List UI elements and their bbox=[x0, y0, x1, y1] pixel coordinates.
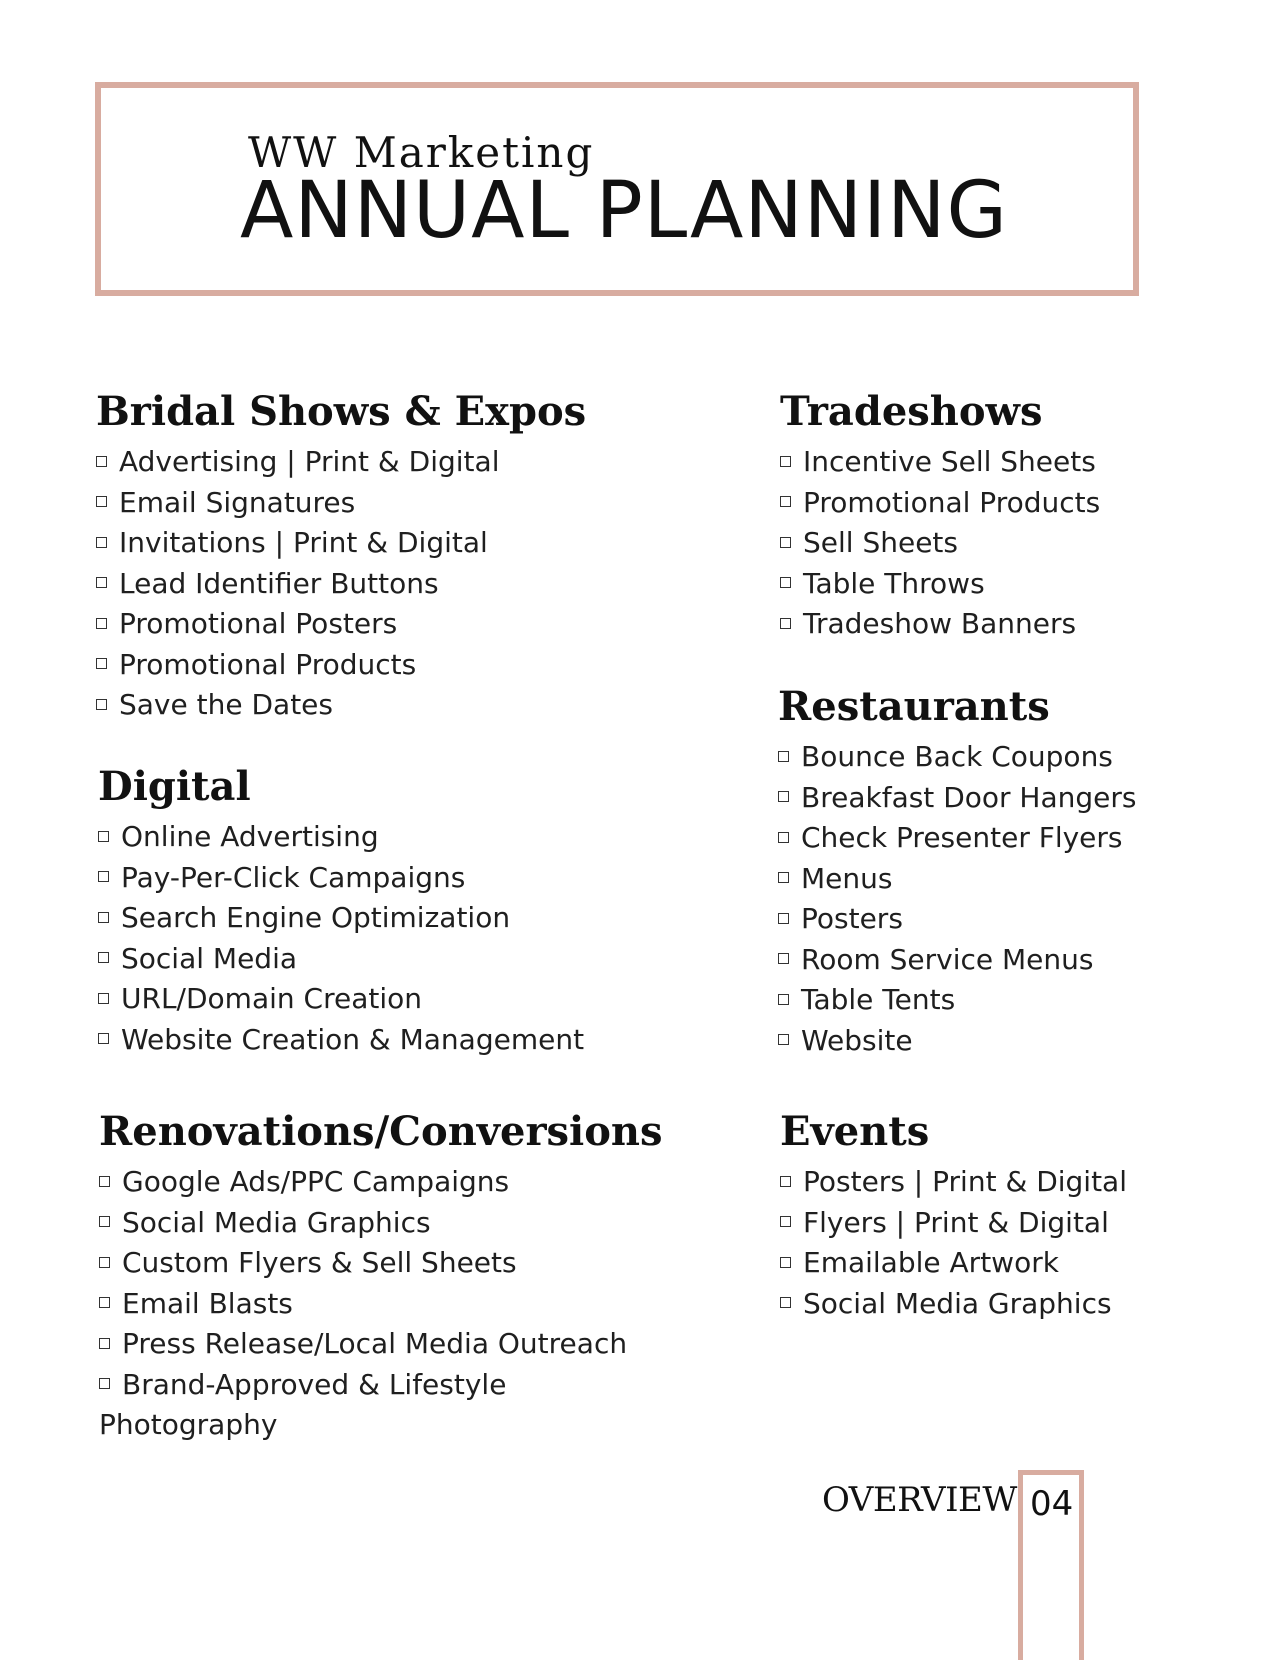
section-tradeshows bbox=[780, 388, 1100, 645]
checklist-item: Room Service Menus bbox=[778, 940, 1136, 981]
checklist-item: Sell Sheets bbox=[780, 523, 1100, 564]
section-bridal bbox=[96, 388, 586, 726]
section-heading: Restaurants bbox=[778, 683, 1050, 730]
checkbox-icon[interactable] bbox=[778, 791, 789, 802]
checklist-item: Email Signatures bbox=[96, 483, 586, 524]
checklist-item: Google Ads/PPC Campaigns bbox=[99, 1162, 663, 1203]
checkbox-icon[interactable] bbox=[99, 1176, 110, 1187]
checkbox-icon[interactable] bbox=[780, 618, 791, 629]
checkbox-icon[interactable] bbox=[96, 577, 107, 588]
checkbox-icon[interactable] bbox=[98, 993, 109, 1004]
checklist-item: Search Engine Optimization bbox=[98, 898, 584, 939]
checklist-item: Promotional Products bbox=[780, 483, 1100, 524]
checklist bbox=[780, 442, 1100, 645]
checkbox-icon[interactable] bbox=[99, 1378, 110, 1389]
checklist-item: Email Blasts bbox=[99, 1284, 663, 1325]
checkbox-icon[interactable] bbox=[98, 831, 109, 842]
checklist bbox=[96, 442, 586, 726]
checkbox-icon[interactable] bbox=[780, 1257, 791, 1268]
checklist-item: Posters bbox=[778, 899, 1136, 940]
checkbox-icon[interactable] bbox=[780, 537, 791, 548]
checklist-item: Brand-Approved & Lifestyle Photography bbox=[99, 1367, 507, 1441]
checklist-item: Flyers | Print & Digital bbox=[780, 1203, 1127, 1244]
checkbox-icon[interactable] bbox=[98, 912, 109, 923]
checklist-item: Menus bbox=[778, 859, 1136, 900]
checkbox-icon[interactable] bbox=[96, 496, 107, 507]
checklist-item: Promotional Products bbox=[96, 645, 586, 686]
section-heading: Tradeshows bbox=[780, 388, 1043, 435]
checklist bbox=[98, 817, 584, 1060]
checklist bbox=[778, 737, 1136, 1061]
checkbox-icon[interactable] bbox=[780, 1216, 791, 1227]
section-digital bbox=[98, 763, 584, 1060]
checklist-item: Social Media bbox=[98, 939, 584, 980]
checklist-item: Website bbox=[778, 1021, 1136, 1062]
section-heading: Events bbox=[780, 1108, 930, 1155]
checkbox-icon[interactable] bbox=[98, 871, 109, 882]
checklist-item: Table Throws bbox=[780, 564, 1100, 605]
checkbox-icon[interactable] bbox=[778, 832, 789, 843]
checklist-item: Advertising | Print & Digital bbox=[96, 442, 586, 483]
checklist-item: Save the Dates bbox=[96, 685, 586, 726]
checklist-item: Custom Flyers & Sell Sheets bbox=[99, 1243, 663, 1284]
checkbox-icon[interactable] bbox=[98, 1033, 109, 1044]
checklist-item: Promotional Posters bbox=[96, 604, 586, 645]
checklist bbox=[780, 1162, 1127, 1324]
section-heading: Bridal Shows & Expos bbox=[96, 388, 587, 435]
checkbox-icon[interactable] bbox=[778, 953, 789, 964]
checklist-item: Incentive Sell Sheets bbox=[780, 442, 1100, 483]
checklist-item: Bounce Back Coupons bbox=[778, 737, 1136, 778]
checklist-item: Tradeshow Banners bbox=[780, 604, 1100, 645]
checklist-item: Lead Identifier Buttons bbox=[96, 564, 586, 605]
section-renovations bbox=[99, 1108, 663, 1446]
checkbox-icon[interactable] bbox=[99, 1338, 110, 1349]
checklist bbox=[99, 1162, 663, 1446]
checklist-item: Online Advertising bbox=[98, 817, 584, 858]
checklist-item: Website Creation & Management bbox=[98, 1020, 584, 1061]
checklist-item: Posters | Print & Digital bbox=[780, 1162, 1127, 1203]
page-title: ANNUAL PLANNING bbox=[240, 166, 1008, 256]
checklist-item: Social Media Graphics bbox=[99, 1203, 663, 1244]
checkbox-icon[interactable] bbox=[780, 456, 791, 467]
checklist-item: Check Presenter Flyers bbox=[778, 818, 1136, 859]
checklist-item: Pay-Per-Click Campaigns bbox=[98, 858, 584, 899]
checkbox-icon[interactable] bbox=[780, 577, 791, 588]
checkbox-icon[interactable] bbox=[99, 1297, 110, 1308]
checkbox-icon[interactable] bbox=[99, 1257, 110, 1268]
checkbox-icon[interactable] bbox=[96, 658, 107, 669]
checkbox-icon[interactable] bbox=[96, 456, 107, 467]
section-heading: Digital bbox=[98, 763, 251, 810]
checkbox-icon[interactable] bbox=[780, 496, 791, 507]
checkbox-icon[interactable] bbox=[96, 699, 107, 710]
checkbox-icon[interactable] bbox=[96, 537, 107, 548]
checklist-item: Social Media Graphics bbox=[780, 1284, 1127, 1325]
checkbox-icon[interactable] bbox=[778, 872, 789, 883]
checkbox-icon[interactable] bbox=[778, 994, 789, 1005]
checkbox-icon[interactable] bbox=[99, 1216, 110, 1227]
footer-label: OVERVIEW bbox=[822, 1480, 1017, 1520]
checkbox-icon[interactable] bbox=[780, 1297, 791, 1308]
checklist-item: URL/Domain Creation bbox=[98, 979, 584, 1020]
section-restaurants bbox=[778, 683, 1136, 1061]
checklist-item: Breakfast Door Hangers bbox=[778, 778, 1136, 819]
page-number: 04 bbox=[1030, 1484, 1074, 1524]
checkbox-icon[interactable] bbox=[778, 913, 789, 924]
checkbox-icon[interactable] bbox=[96, 618, 107, 629]
checklist-item: Table Tents bbox=[778, 980, 1136, 1021]
section-heading: Renovations/Conversions bbox=[99, 1108, 663, 1155]
checklist-item: Press Release/Local Media Outreach bbox=[99, 1324, 663, 1365]
checkbox-icon[interactable] bbox=[778, 1034, 789, 1045]
checkbox-icon[interactable] bbox=[98, 952, 109, 963]
checkbox-icon[interactable] bbox=[778, 751, 789, 762]
checkbox-icon[interactable] bbox=[780, 1176, 791, 1187]
brand-name: WW Marketing bbox=[248, 128, 595, 177]
section-events bbox=[780, 1108, 1127, 1324]
checklist-item: Invitations | Print & Digital bbox=[96, 523, 586, 564]
checklist-item: Emailable Artwork bbox=[780, 1243, 1127, 1284]
